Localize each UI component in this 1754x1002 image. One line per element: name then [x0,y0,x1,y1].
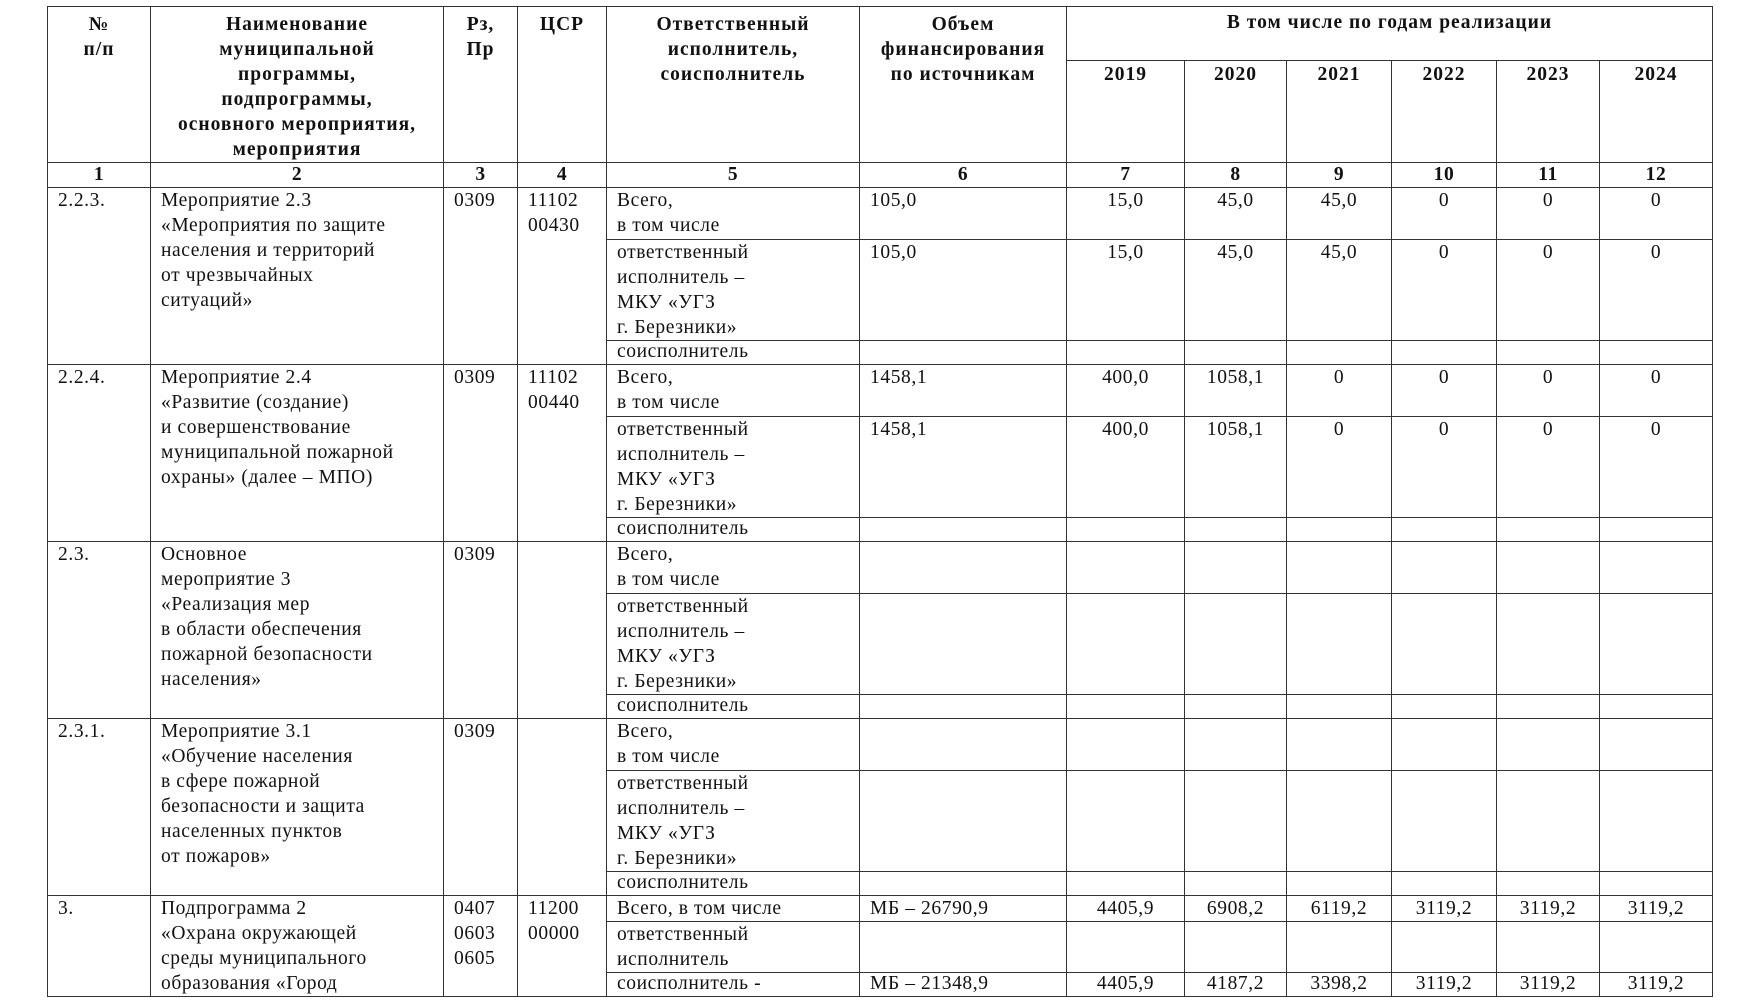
year-value [1392,518,1497,542]
co-executor-label: соисполнитель - [607,973,860,997]
column-number: 4 [518,163,607,188]
financing-volume: 1458,1 [860,417,1067,518]
table-row [48,542,1713,594]
financing-volume [860,594,1067,695]
year-value [1497,594,1600,695]
year-value [1185,872,1287,896]
year-value [1185,594,1287,695]
year-value [1392,771,1497,872]
year-value [1067,594,1185,695]
column-number: 9 [1287,163,1392,188]
year-value [1287,719,1392,771]
year-value: 0 [1392,365,1497,417]
year-value: 1058,1 [1185,417,1287,518]
year-value: 400,0 [1067,417,1185,518]
year-value: 3119,2 [1497,973,1600,997]
item-csr: 11102 00440 [518,365,607,542]
item-csr [518,719,607,896]
total-label: Всего, в том числе [607,365,860,417]
year-value [1287,594,1392,695]
responsible-label: ответственный исполнитель – МКУ «УГЗ г. Березники» [607,771,860,872]
column-number: 8 [1185,163,1287,188]
co-executor-label: соисполнитель [607,872,860,896]
column-number: 7 [1067,163,1185,188]
financing-volume [860,771,1067,872]
year-value: 4405,9 [1067,896,1185,922]
year-value [1287,518,1392,542]
item-rz-pr: 0309 [444,365,518,542]
year-value [1067,872,1185,896]
column-number: 3 [444,163,518,188]
year-value: 15,0 [1067,188,1185,240]
year-value [1392,695,1497,719]
year-value [1287,695,1392,719]
year-value [1497,872,1600,896]
financing-volume [860,518,1067,542]
year-value: 4187,2 [1185,973,1287,997]
financing-volume: 1458,1 [860,365,1067,417]
financing-volume: 105,0 [860,188,1067,240]
total-label: Всего, в том числе [607,542,860,594]
year-value: 0 [1600,417,1713,518]
co-executor-label: соисполнитель [607,695,860,719]
co-executor-label: соисполнитель [607,341,860,365]
financing-volume [860,542,1067,594]
year-value: 45,0 [1287,188,1392,240]
year-value [1392,341,1497,365]
year-value [1600,695,1713,719]
year-value [1067,542,1185,594]
table-row [48,365,1713,417]
year-value: 0 [1600,365,1713,417]
item-number: 3. [48,896,151,997]
financing-volume [860,719,1067,771]
item-name: Подпрограмма 2 «Охрана окружающей среды муниципального образования «Город [151,896,444,997]
header-volume: Объем финансирования по источникам [860,7,1067,163]
table-row [48,896,1713,922]
financing-volume: МБ – 26790,9 [860,896,1067,922]
year-value [1392,542,1497,594]
header-responsible: Ответственный исполнитель, соисполнитель [607,7,860,163]
financing-volume [860,872,1067,896]
year-value: 3119,2 [1600,973,1713,997]
year-value: 1058,1 [1185,365,1287,417]
year-value [1600,922,1713,973]
total-label: Всего, в том числе [607,896,860,922]
year-value: 0 [1392,188,1497,240]
year-value [1497,518,1600,542]
header-year: 2022 [1392,61,1497,163]
year-value [1287,341,1392,365]
item-number: 2.3.1. [48,719,151,896]
year-value [1600,872,1713,896]
year-value [1497,341,1600,365]
year-value [1067,771,1185,872]
year-value [1287,922,1392,973]
column-number-row [48,163,1713,188]
year-value [1067,518,1185,542]
item-rz-pr: 0309 [444,542,518,719]
header-year: 2019 [1067,61,1185,163]
year-value [1185,922,1287,973]
year-value [1067,922,1185,973]
financing-table [47,6,1713,997]
year-value: 3119,2 [1600,896,1713,922]
year-value [1185,771,1287,872]
item-name: Мероприятие 2.3 «Мероприятия по защите населения и территорий от чрезвычайных ситуаций» [151,188,444,365]
year-value: 6119,2 [1287,896,1392,922]
year-value [1287,542,1392,594]
year-value [1600,719,1713,771]
year-value [1392,872,1497,896]
year-value: 0 [1287,417,1392,518]
item-csr: 11200 00000 [518,896,607,997]
financing-volume [860,695,1067,719]
year-value: 0 [1287,365,1392,417]
year-value: 3119,2 [1392,896,1497,922]
financing-volume [860,341,1067,365]
year-value: 400,0 [1067,365,1185,417]
item-number: 2.3. [48,542,151,719]
item-rz-pr: 0407 0603 0605 [444,896,518,997]
year-value [1600,542,1713,594]
year-value: 0 [1497,240,1600,341]
year-value [1185,341,1287,365]
column-number: 11 [1497,163,1600,188]
item-name: Мероприятие 3.1 «Обучение населения в сфере пожарной безопасности и защита населенных пунктов от пожаров» [151,719,444,896]
total-label: Всего, в том числе [607,719,860,771]
year-value: 4405,9 [1067,973,1185,997]
header-year: 2024 [1600,61,1713,163]
table-row [48,188,1713,240]
year-value: 45,0 [1287,240,1392,341]
column-number: 2 [151,163,444,188]
year-value [1287,771,1392,872]
table-row [48,719,1713,771]
year-value [1497,719,1600,771]
item-rz-pr: 0309 [444,719,518,896]
financing-volume: МБ – 21348,9 [860,973,1067,997]
column-number: 12 [1600,163,1713,188]
year-value [1185,518,1287,542]
item-name: Основное мероприятие 3 «Реализация мер в области обеспечения пожарной безопасности населения» [151,542,444,719]
year-value: 45,0 [1185,240,1287,341]
year-value: 3119,2 [1497,896,1600,922]
year-value: 0 [1392,417,1497,518]
year-value [1392,922,1497,973]
column-number: 10 [1392,163,1497,188]
year-value: 3119,2 [1392,973,1497,997]
table-header-row [48,7,1713,61]
year-value [1392,719,1497,771]
year-value: 0 [1497,417,1600,518]
year-value [1185,695,1287,719]
responsible-label: ответственный исполнитель – МКУ «УГЗ г. Березники» [607,417,860,518]
item-number: 2.2.4. [48,365,151,542]
year-value [1600,518,1713,542]
year-value: 0 [1600,240,1713,341]
financing-volume [860,922,1067,973]
total-label: Всего, в том числе [607,188,860,240]
year-value [1185,719,1287,771]
year-value: 0 [1497,188,1600,240]
year-value [1067,719,1185,771]
header-year: 2023 [1497,61,1600,163]
column-number: 6 [860,163,1067,188]
item-number: 2.2.3. [48,188,151,365]
year-value [1185,542,1287,594]
year-value: 3398,2 [1287,973,1392,997]
item-csr: 11102 00430 [518,188,607,365]
header-csr: ЦСР [518,7,607,163]
header-number: № п/п [48,7,151,163]
header-rz-pr: Рз, Пр [444,7,518,163]
header-name: Наименование муниципальной программы, подпрограммы, основного мероприятия, мероприятия [151,7,444,163]
responsible-label: ответственный исполнитель [607,922,860,973]
year-value: 0 [1392,240,1497,341]
item-rz-pr: 0309 [444,188,518,365]
year-value [1067,341,1185,365]
year-value: 45,0 [1185,188,1287,240]
year-value [1600,771,1713,872]
item-csr [518,542,607,719]
responsible-label: ответственный исполнитель – МКУ «УГЗ г. Березники» [607,594,860,695]
column-number: 1 [48,163,151,188]
year-value: 15,0 [1067,240,1185,341]
item-name: Мероприятие 2.4 «Развитие (создание) и совершенствование муниципальной пожарной охраны» (далее – МПО) [151,365,444,542]
column-number: 5 [607,163,860,188]
year-value [1600,341,1713,365]
year-value [1287,872,1392,896]
responsible-label: ответственный исполнитель – МКУ «УГЗ г. Березники» [607,240,860,341]
year-value [1497,771,1600,872]
header-years-group: В том числе по годам реализации [1067,7,1713,61]
year-value: 0 [1600,188,1713,240]
document-page [47,6,1712,997]
year-value: 0 [1497,365,1600,417]
year-value [1497,922,1600,973]
year-value [1600,594,1713,695]
co-executor-label: соисполнитель [607,518,860,542]
year-value [1497,695,1600,719]
header-year: 2021 [1287,61,1392,163]
year-value [1067,695,1185,719]
header-year: 2020 [1185,61,1287,163]
year-value [1392,594,1497,695]
year-value: 6908,2 [1185,896,1287,922]
year-value [1497,542,1600,594]
financing-volume: 105,0 [860,240,1067,341]
